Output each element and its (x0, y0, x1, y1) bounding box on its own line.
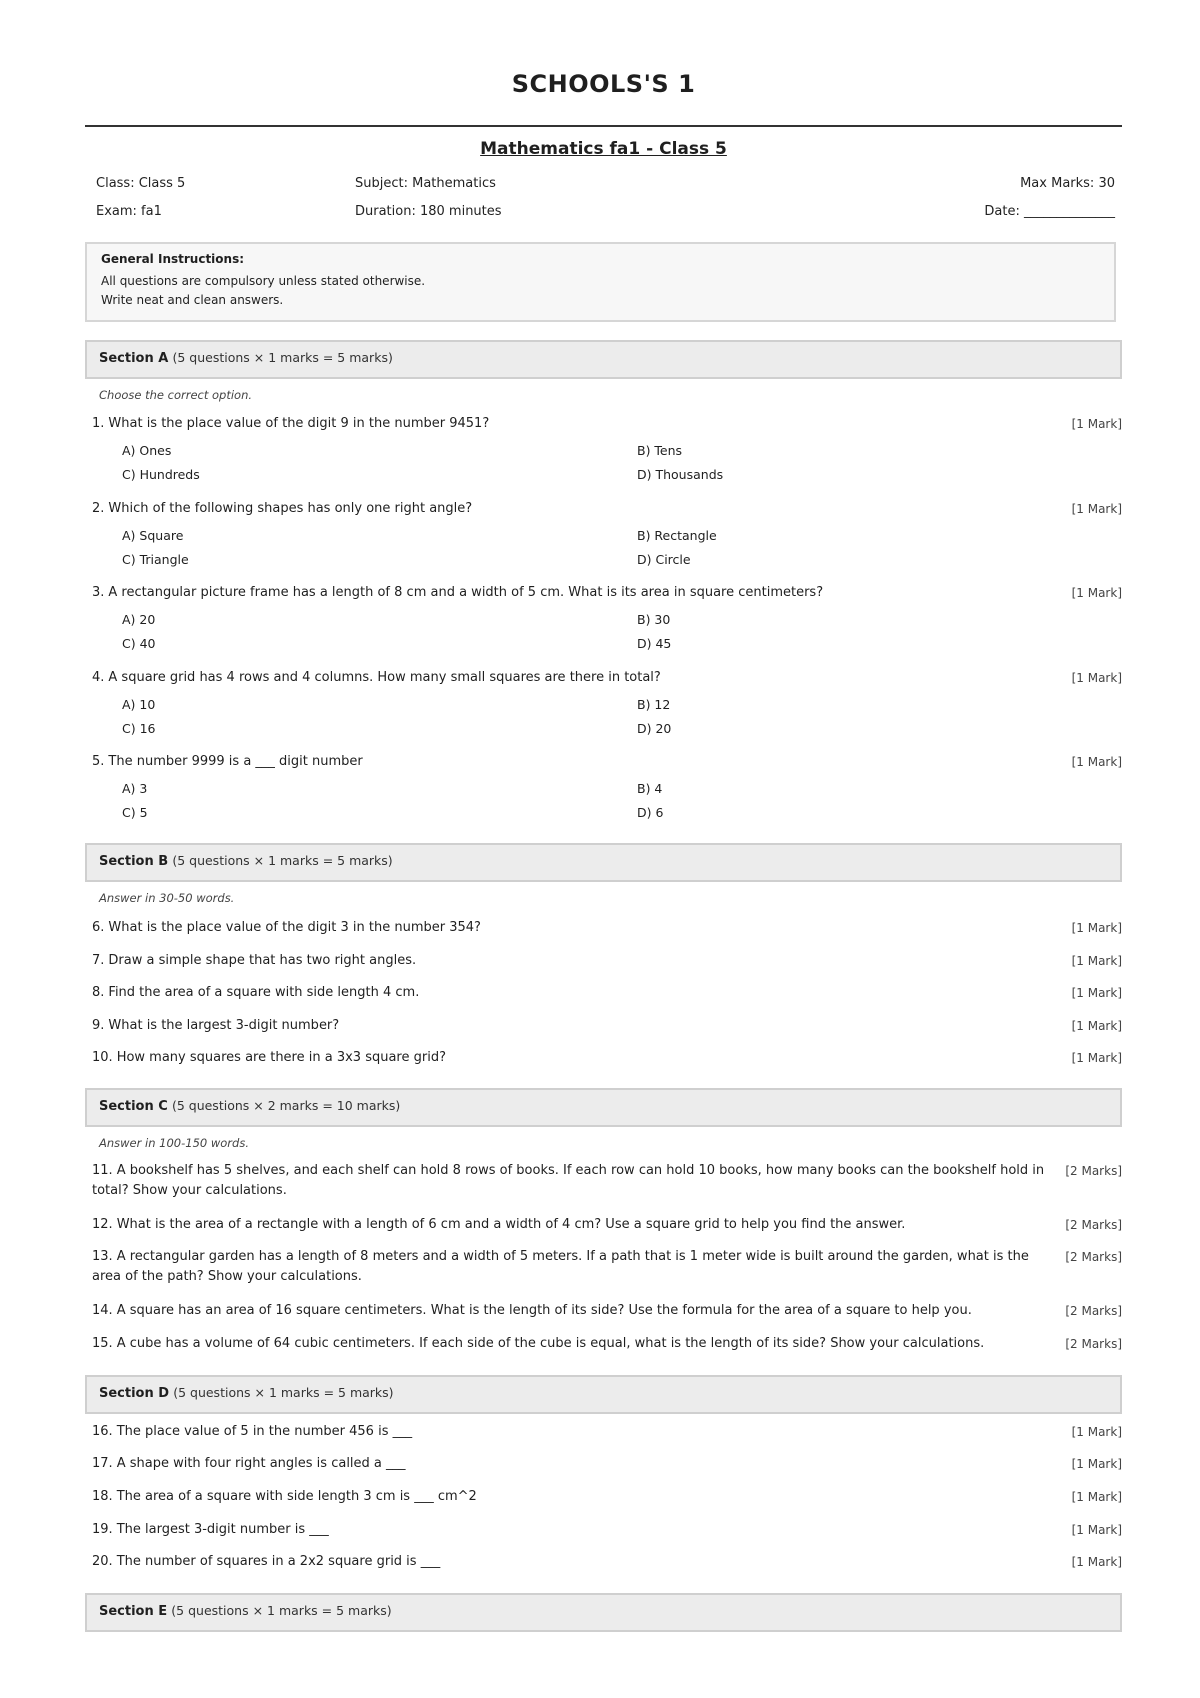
section-b-header (85, 843, 1122, 882)
section-info: (5 questions × 2 marks = 10 marks) (171, 1098, 401, 1113)
meta-subject: Subject: Mathematics (355, 176, 496, 191)
section-info: (5 questions × 1 marks = 5 marks) (172, 853, 393, 868)
section-info: (5 questions × 1 marks = 5 marks) (173, 1385, 394, 1400)
option: B) Rectangle (637, 528, 717, 543)
question-8 (92, 983, 1122, 1003)
question-number: 2. (92, 501, 105, 516)
option: C) 16 (122, 721, 156, 736)
question-text: A square grid has 4 rows and 4 columns. How many small squares are there in total? (108, 670, 661, 685)
question-12 (92, 1215, 1122, 1235)
question-mark: [1 Mark] (1071, 755, 1122, 769)
meta-duration: Duration: 180 minutes (355, 204, 502, 219)
question-mark: [1 Mark] (1071, 1457, 1122, 1471)
section-name: Section E (99, 1604, 168, 1619)
question-20 (92, 1552, 1122, 1572)
question-17 (92, 1454, 1122, 1474)
question-text: What is the largest 3-digit number? (108, 1018, 340, 1033)
question-number: 20. (92, 1554, 113, 1569)
question-number: 15. (92, 1336, 113, 1351)
question-5 (92, 752, 1122, 772)
section-note: Choose the correct option. (99, 388, 253, 402)
section-name: Section D (99, 1386, 170, 1401)
option: D) 20 (637, 721, 672, 736)
option: B) 12 (637, 697, 671, 712)
question-1 (92, 414, 1122, 434)
question-mark: [1 Mark] (1071, 502, 1122, 516)
section-note: Answer in 30-50 words. (99, 891, 235, 905)
question-number: 1. (92, 416, 105, 431)
question-number: 11. (92, 1163, 113, 1178)
section-name: Section B (99, 854, 169, 869)
question-number: 6. (92, 920, 105, 935)
question-mark: [2 Marks] (1065, 1304, 1122, 1318)
section-e-header (85, 1593, 1122, 1632)
question-19 (92, 1520, 1122, 1540)
header-divider (85, 125, 1122, 127)
section-info: (5 questions × 1 marks = 5 marks) (172, 350, 393, 365)
question-text: What is the place value of the digit 3 in the number 354? (108, 920, 481, 935)
question-text: A square has an area of 16 square centimeters. What is the length of its side? Use the formula for the area of a square to help you. (116, 1303, 972, 1318)
school-name: SCHOOLS'S 1 (511, 70, 696, 98)
question-4 (92, 668, 1122, 688)
option: A) Ones (122, 443, 172, 458)
option: A) 3 (122, 781, 148, 796)
question-mark: [1 Mark] (1071, 671, 1122, 685)
instructions-title: General Instructions: (101, 252, 245, 266)
question-6 (92, 918, 1122, 938)
question-14 (92, 1301, 1122, 1321)
section-name: Section C (99, 1099, 168, 1114)
question-mark: [1 Mark] (1071, 954, 1122, 968)
question-mark: [1 Mark] (1071, 1425, 1122, 1439)
question-mark: [2 Marks] (1065, 1218, 1122, 1232)
question-text: A rectangular picture frame has a length of 8 cm and a width of 5 cm. What is its area in square centimeters? (108, 585, 824, 600)
option: D) 45 (637, 636, 672, 651)
question-text: Find the area of a square with side length 4 cm. (108, 985, 420, 1000)
option: D) Circle (637, 552, 691, 567)
option: C) Triangle (122, 552, 189, 567)
question-mark: [1 Mark] (1071, 1490, 1122, 1504)
option: C) 5 (122, 805, 148, 820)
question-mark: [2 Marks] (1065, 1164, 1122, 1178)
question-mark: [1 Mark] (1071, 1523, 1122, 1537)
question-text: Draw a simple shape that has two right angles. (108, 953, 417, 968)
question-number: 17. (92, 1456, 113, 1471)
option: D) Thousands (637, 467, 724, 482)
section-info: (5 questions × 1 marks = 5 marks) (171, 1603, 392, 1618)
section-name: Section A (99, 351, 169, 366)
question-18 (92, 1487, 1122, 1507)
instruction-line: All questions are compulsory unless stated otherwise. (101, 274, 426, 288)
question-mark: [2 Marks] (1065, 1337, 1122, 1351)
section-note: Answer in 100-150 words. (99, 1136, 249, 1150)
question-16 (92, 1422, 1122, 1442)
question-text: A rectangular garden has a length of 8 meters and a width of 5 meters. If a path that is 1 meter wide is built around the garden, what is the area of the path? Show your calculations. (92, 1249, 1029, 1284)
question-mark: [1 Mark] (1071, 1555, 1122, 1569)
meta-max-marks: Max Marks: 30 (1020, 176, 1115, 191)
question-number: 5. (92, 754, 105, 769)
question-text: A shape with four right angles is called a ___ (116, 1456, 406, 1471)
question-text: The number 9999 is a ___ digit number (108, 754, 363, 769)
question-number: 18. (92, 1489, 113, 1504)
option: A) 10 (122, 697, 156, 712)
meta-exam: Exam: fa1 (96, 204, 162, 219)
question-number: 4. (92, 670, 105, 685)
question-number: 9. (92, 1018, 105, 1033)
question-13 (92, 1247, 1122, 1287)
question-number: 13. (92, 1249, 113, 1264)
question-9 (92, 1016, 1122, 1036)
question-15 (92, 1334, 1122, 1354)
option: B) Tens (637, 443, 683, 458)
question-text: The number of squares in a 2x2 square grid is ___ (116, 1554, 441, 1569)
question-number: 3. (92, 585, 105, 600)
question-7 (92, 951, 1122, 971)
question-number: 14. (92, 1303, 113, 1318)
question-text: A bookshelf has 5 shelves, and each shelf can hold 8 rows of books. If each row can hold 10 books, how many books can the bookshelf hold in total? Show your calculations. (92, 1163, 1045, 1198)
question-mark: [2 Marks] (1065, 1250, 1122, 1264)
option: B) 30 (637, 612, 671, 627)
question-10 (92, 1048, 1122, 1068)
general-instructions (85, 242, 1116, 322)
question-text: A cube has a volume of 64 cubic centimeters. If each side of the cube is equal, what is the length of its side? Show your calculations. (116, 1336, 985, 1351)
question-text: What is the area of a rectangle with a length of 6 cm and a width of 4 cm? Use a square grid to help you find the answer. (116, 1217, 906, 1232)
question-text: The largest 3-digit number is ___ (116, 1522, 329, 1537)
question-mark: [1 Mark] (1071, 586, 1122, 600)
section-a-header (85, 340, 1122, 379)
question-number: 7. (92, 953, 105, 968)
option: C) 40 (122, 636, 156, 651)
option: C) Hundreds (122, 467, 200, 482)
question-2 (92, 499, 1122, 519)
meta-class: Class: Class 5 (96, 176, 186, 191)
option: B) 4 (637, 781, 663, 796)
meta-date: Date: ______________ (984, 204, 1115, 219)
option: A) 20 (122, 612, 156, 627)
option: A) Square (122, 528, 184, 543)
question-number: 12. (92, 1217, 113, 1232)
question-text: What is the place value of the digit 9 in the number 9451? (108, 416, 490, 431)
question-number: 10. (92, 1050, 113, 1065)
instruction-line: Write neat and clean answers. (101, 293, 284, 307)
question-text: The place value of 5 in the number 456 is ___ (116, 1424, 413, 1439)
question-number: 8. (92, 985, 105, 1000)
question-number: 19. (92, 1522, 113, 1537)
question-mark: [1 Mark] (1071, 986, 1122, 1000)
question-text: How many squares are there in a 3x3 square grid? (116, 1050, 446, 1065)
question-3 (92, 583, 1122, 603)
section-c-header (85, 1088, 1122, 1127)
question-number: 16. (92, 1424, 113, 1439)
paper-title: Mathematics fa1 - Class 5 (480, 139, 727, 159)
question-text: Which of the following shapes has only one right angle? (108, 501, 473, 516)
question-11 (92, 1161, 1122, 1201)
question-text: The area of a square with side length 3 cm is ___ cm^2 (116, 1489, 477, 1504)
question-mark: [1 Mark] (1071, 1019, 1122, 1033)
question-mark: [1 Mark] (1071, 921, 1122, 935)
option: D) 6 (637, 805, 664, 820)
section-d-header (85, 1375, 1122, 1414)
question-mark: [1 Mark] (1071, 417, 1122, 431)
question-mark: [1 Mark] (1071, 1051, 1122, 1065)
